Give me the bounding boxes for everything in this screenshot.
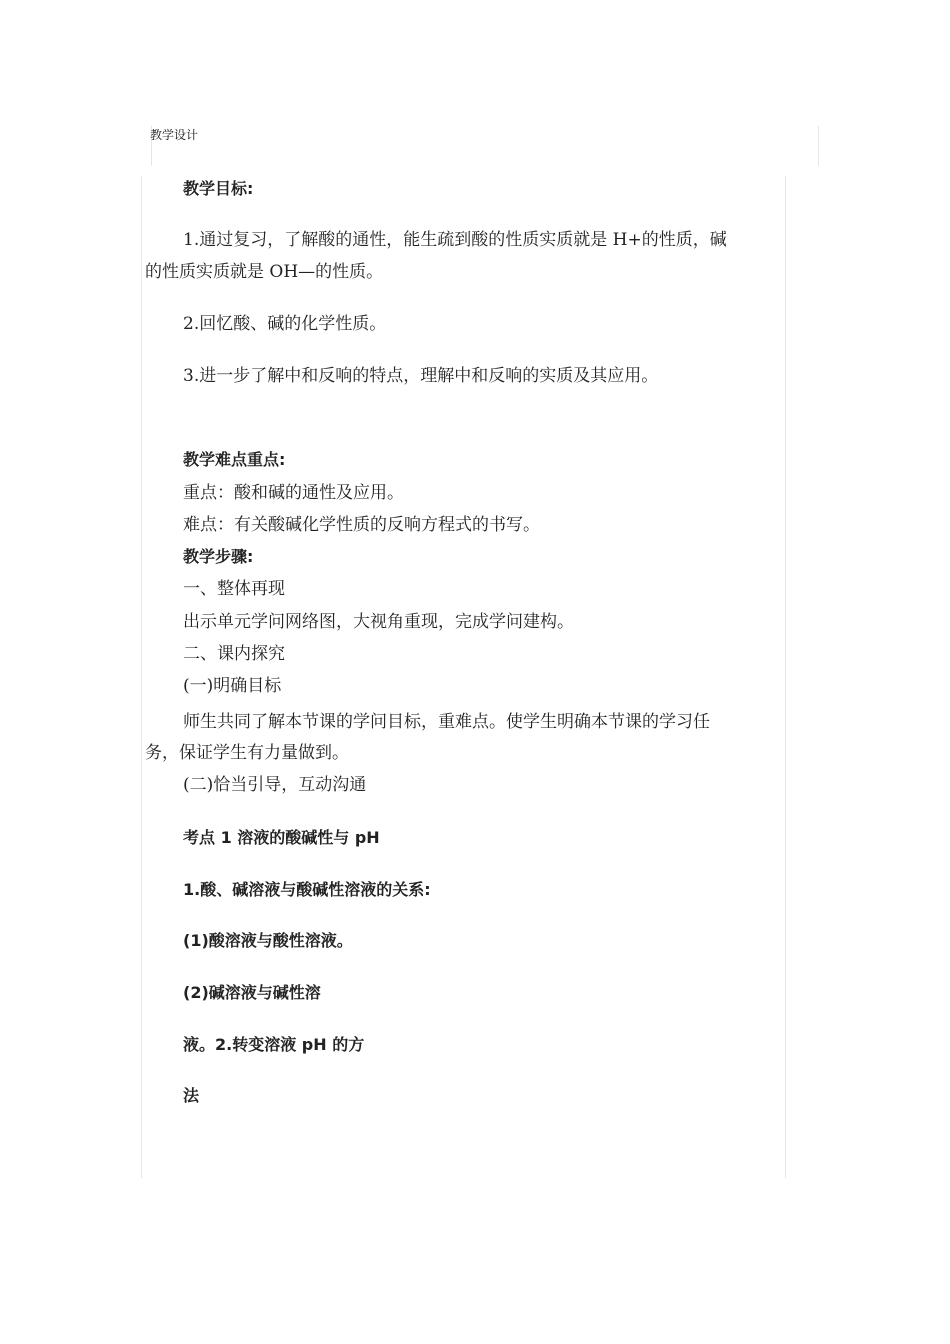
topic-point-1a: (1)酸溶液与酸性溶液。 <box>183 931 353 950</box>
topic-point-1: 1.酸、碱溶液与酸碱性溶液的关系: <box>183 880 431 899</box>
topic-point-1b: (2)碱溶液与碱性溶 <box>183 983 321 1002</box>
objective-2: 2.回忆酸、碱的化学性质。 <box>183 314 387 334</box>
objectives-heading: 教学目标: <box>183 179 254 198</box>
section-1-title: 一、整体再现 <box>183 579 285 599</box>
subsection-1-title: (一)明确目标 <box>183 676 282 696</box>
body-right-rule <box>785 176 786 1178</box>
topic-point-1b-continued: 液。2.转变溶液 pH 的方 <box>183 1035 365 1054</box>
subsection-2-title: (二)恰当引导，互动沟通 <box>183 775 367 795</box>
difficult-point: 难点：有关酸碱化学性质的反响方程式的书写。 <box>183 515 540 535</box>
difficulties-heading: 教学难点重点: <box>183 450 286 469</box>
objective-1-line-1: 1.通过复习，了解酸的通性，能生疏到酸的性质实质就是 H+的性质，碱 <box>183 230 727 250</box>
subsection-1-line-2: 务，保证学生有力量做到。 <box>145 743 349 763</box>
objective-3: 3.进一步了解中和反响的特点，理解中和反响的实质及其应用。 <box>183 366 659 386</box>
document-header-label: 教学设计 <box>150 128 199 142</box>
steps-heading: 教学步骤: <box>183 547 254 566</box>
objective-1-line-2: 的性质实质就是 OH—的性质。 <box>145 262 384 282</box>
subsection-1-line-1: 师生共同了解本节课的学问目标，重难点。使学生明确本节课的学习任 <box>183 712 710 732</box>
body-left-rule <box>141 176 142 1178</box>
topic-point-1b-end: 法 <box>183 1086 200 1105</box>
header-right-rule <box>818 126 819 166</box>
key-point: 重点：酸和碱的通性及应用。 <box>183 483 404 503</box>
section-2-title: 二、课内探究 <box>183 644 285 664</box>
section-1-text: 出示单元学问网络图，大视角重现，完成学问建构。 <box>183 612 574 632</box>
topic-title: 考点 1 溶液的酸碱性与 pH <box>183 828 380 847</box>
